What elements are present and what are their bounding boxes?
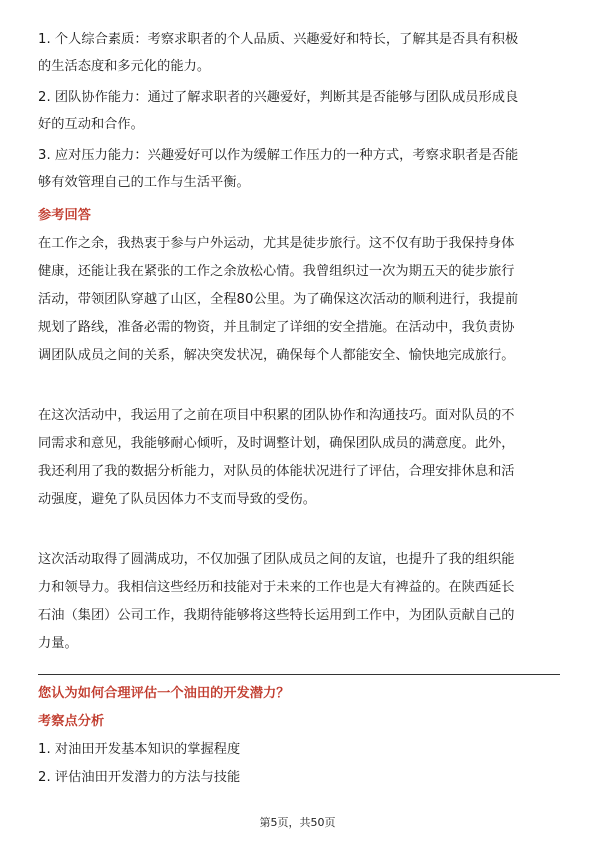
section-divider [38, 674, 560, 675]
answer-p3-line-3: 石油（集团）公司工作，我期待能够将这些特长运用到工作中，为团队贡献自己的 [38, 608, 515, 623]
page-number: 第5页，共50页 [259, 816, 336, 829]
point-2-line-1: 2. 团队协作能力：通过了解求职者的兴趣爱好，判断其是否能够与团队成员形成良 [38, 90, 519, 105]
question-heading: 您认为如何合理评估一个油田的开发潜力？ [38, 686, 290, 701]
answer-p1-line-1: 在工作之余，我热衷于参与户外运动，尤其是徒步旅行。这不仅有助于我保持身体 [38, 236, 515, 251]
answer-p2-line-2: 同需求和意见，我能够耐心倾听，及时调整计划，确保团队成员的满意度。此外， [38, 436, 515, 451]
answer-p1-line-3: 活动，带领团队穿越了山区，全程80公里。为了确保这次活动的顺利进行，我提前 [38, 292, 519, 307]
answer-p1-line-4: 规划了路线，准备必需的物资，并且制定了详细的安全措施。在活动中，我负责协 [38, 320, 515, 335]
answer-p3-line-4: 力量。 [38, 636, 78, 651]
answer-p3-line-2: 力和领导力。我相信这些经历和技能对于未来的工作也是大有裨益的。在陕西延长 [38, 580, 515, 595]
point-2-line-2: 好的互动和合作。 [38, 117, 144, 132]
answer-p1-line-2: 健康，还能让我在紧张的工作之余放松心情。我曾组织过一次为期五天的徒步旅行 [38, 264, 515, 279]
answer-p2-line-4: 动强度，避免了队员因体力不支而导致的受伤。 [38, 492, 316, 507]
analysis-heading: 考察点分析 [38, 714, 105, 729]
analysis-point-2: 2. 评估油田开发潜力的方法与技能 [38, 770, 241, 785]
point-1-line-1: 1. 个人综合素质：考察求职者的个人品质、兴趣爱好和特长，了解其是否具有积极 [38, 32, 519, 47]
reference-answer-heading: 参考回答 [38, 208, 91, 223]
answer-p2-line-1: 在这次活动中，我运用了之前在项目中积累的团队协作和沟通技巧。面对队员的不 [38, 408, 515, 423]
analysis-point-1: 1. 对油田开发基本知识的掌握程度 [38, 742, 241, 757]
answer-p2-line-3: 我还利用了我的数据分析能力，对队员的体能状况进行了评估，合理安排休息和活 [38, 464, 515, 479]
point-1-line-2: 的生活态度和多元化的能力。 [38, 59, 211, 74]
answer-p3-line-1: 这次活动取得了圆满成功，不仅加强了团队成员之间的友谊，也提升了我的组织能 [38, 552, 515, 567]
point-3-line-2: 够有效管理自己的工作与生活平衡。 [38, 175, 250, 190]
answer-p1-line-5: 调团队成员之间的关系，解决突发状况，确保每个人都能安全、愉快地完成旅行。 [38, 348, 515, 363]
point-3-line-1: 3. 应对压力能力：兴趣爱好可以作为缓解工作压力的一种方式，考察求职者是否能 [38, 148, 519, 163]
